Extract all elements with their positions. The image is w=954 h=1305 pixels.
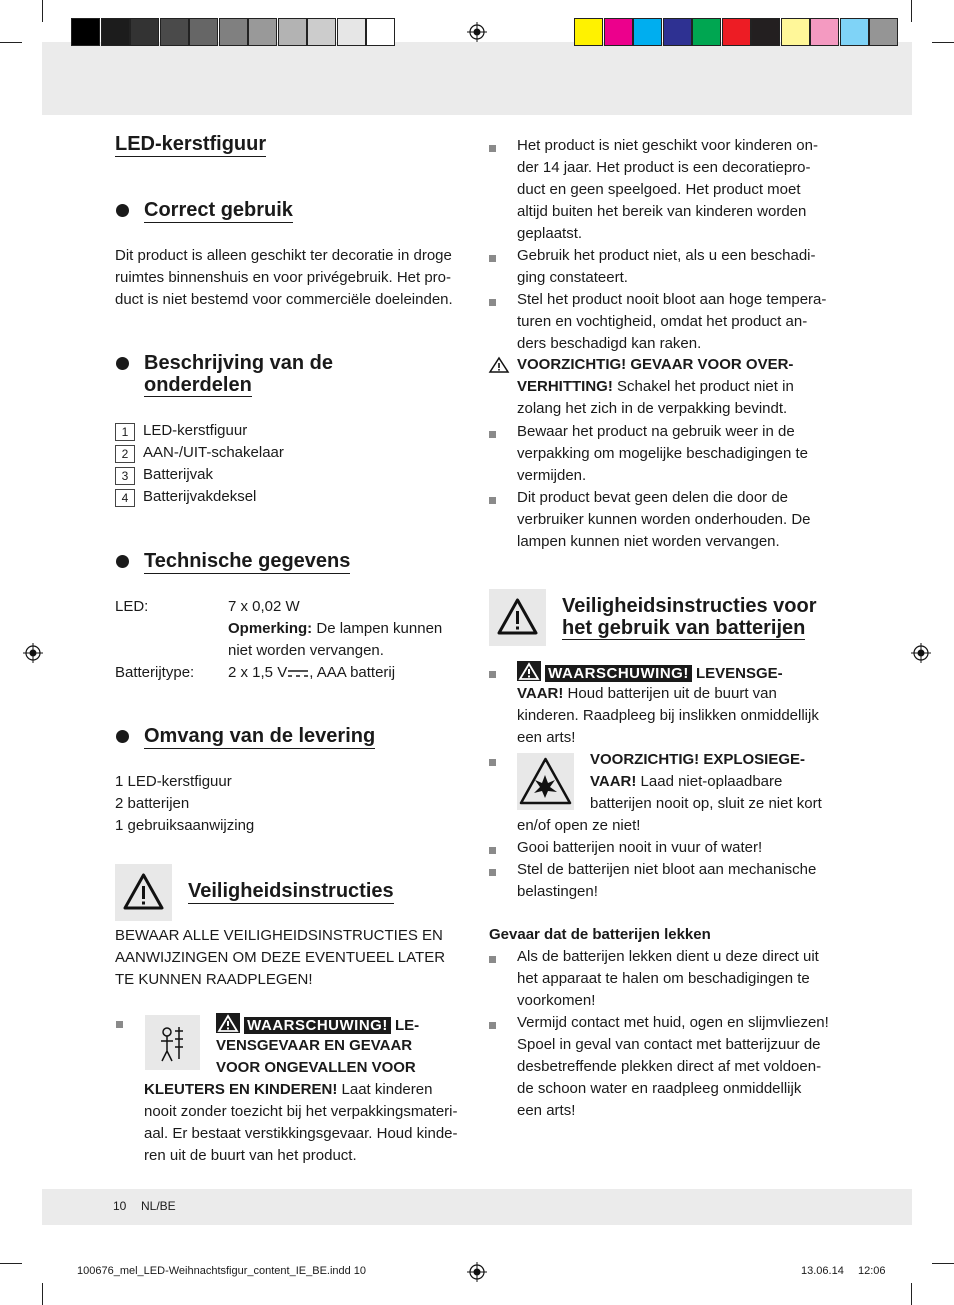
crop-mark (0, 42, 22, 43)
crop-mark (42, 1283, 43, 1305)
crop-mark (911, 1283, 912, 1305)
bullet-contact: Vermijd contact met huid, ogen en slijmvliezen! Spoel in geval van contact met batterijzuur de desbetreffende plekken direct af met voldoen- de schoon water en raadpleeg onmiddellijk een arts! (517, 1014, 829, 1119)
explosion-warning-box (517, 753, 574, 810)
battery-warning-line3: kinderen. Raadpleeg bij inslikken onmiddellijk (517, 707, 819, 724)
list-bullet (116, 1021, 123, 1028)
color-swatch (307, 18, 336, 46)
bullet-age: Het product is niet geschikt voor kinderen on- der 14 jaar. Het product is een decoratiepro- duct en geen speelgoed. Het product moet altijd buiten het bereik van kinderen worden geplaatst. (517, 137, 818, 242)
overheat-caution-line2: VERHITTING! Schakel het product niet in (517, 378, 794, 395)
color-swatch (248, 18, 277, 46)
list-bullet (489, 847, 496, 854)
bullet-temperature: Stel het product nooit bloot aan hoge tempera- turen en vochtigheid, omdat het product an- ders beschadigd kan raken. (517, 291, 827, 352)
battery-warning-line4: een arts! (517, 729, 576, 746)
language-code: NL/BE (141, 1199, 176, 1213)
parts-title: Beschrijving van de onderdelen (144, 352, 333, 396)
list-bullet (489, 431, 496, 438)
bullet-maintenance: Dit product bevat geen delen die door de verbruiker kunnen worden onderhouden. De lampen kunnen niet worden vervangen. (517, 489, 811, 550)
part-number: 2 (115, 445, 135, 463)
safety-title: Veiligheidsinstructies (188, 880, 394, 902)
child-warning-line5: nooit zonder toezicht bij het verpakkingsmateri- (144, 1103, 458, 1120)
child-warning-line6: aal. Er bestaat verstikkingsgevaar. Houd kinde- (144, 1125, 458, 1142)
list-bullet (489, 956, 496, 963)
list-bullet (489, 759, 496, 766)
list-bullet (489, 1022, 496, 1029)
explosion-caution-line2: VAAR! Laad niet-oplaadbare (590, 773, 783, 790)
battery-warning-line1: WAARSCHUWING! LEVENSGE- (517, 661, 783, 685)
bullet-leak: Als de batterijen lekken dient u deze direct uit het apparaat te halen om beschadigingen te voorkomen! (517, 948, 819, 1009)
bullet-fire: Gooi batterijen nooit in vuur of water! (517, 839, 763, 856)
led-note: Opmerking: De lampen kunnen (228, 620, 443, 637)
explosion-hazard-icon (517, 753, 574, 810)
color-swatch (751, 18, 780, 46)
list-bullet (489, 497, 496, 504)
warning-triangle-icon (115, 864, 172, 921)
explosion-caution-line1: VOORZICHTIG! EXPLOSIEGE- (590, 751, 806, 768)
crop-mark (932, 42, 954, 43)
color-swatch (337, 18, 366, 46)
battery-safety-title: Veiligheidsinstructies voor het gebruik van batterijen (562, 595, 817, 639)
color-swatch (189, 18, 218, 46)
section-bullet (116, 204, 129, 217)
part-label: LED-kerstfiguur (143, 422, 248, 439)
child-warning-line2: VENSGEVAAR EN GEVAAR (216, 1037, 413, 1054)
warning-triangle-icon (489, 589, 546, 646)
color-swatch (160, 18, 189, 46)
part-label: Batterijvak (143, 466, 214, 483)
file-name: 100676_mel_LED-Weihnachtsfigur_content_IE_BE.indd 10 (77, 1265, 367, 1277)
battery-warning-line2: VAAR! Houd batterijen uit de buurt van (517, 685, 777, 702)
color-swatch (574, 18, 603, 46)
registration-mark-icon (911, 643, 931, 663)
color-swatch (810, 18, 839, 46)
list-bullet (489, 145, 496, 152)
color-swatch (219, 18, 248, 46)
bullet-storage: Bewaar het product na gebruik weer in de verpakking om mogelijke beschadigingen te vermijden. (517, 423, 809, 484)
color-swatch (722, 18, 751, 46)
part-number: 3 (115, 467, 135, 485)
color-swatch (869, 18, 898, 46)
main-title: LED-kerstfiguur (115, 133, 267, 155)
list-bullet (489, 869, 496, 876)
delivery-list: 1 LED-kerstfiguur 2 batterijen 1 gebruiksaanwijzing (115, 773, 255, 834)
print-date: 13.06.14 (801, 1265, 844, 1277)
correct-use-text: Dit product is alleen geschikt ter decoratie in droge ruimtes binnenshuis en voor privégebruik. Het pro- duct is niet bestemd voor commerciële doeleinden. (115, 247, 453, 308)
color-swatch (366, 18, 395, 46)
color-swatch (692, 18, 721, 46)
color-swatch (663, 18, 692, 46)
list-bullet (489, 671, 496, 678)
print-time: 12:06 (858, 1265, 886, 1277)
overheat-caution-line3: zolang het zich in de verpakking bevindt. (517, 400, 788, 417)
color-swatch (840, 18, 869, 46)
registration-mark-icon (467, 1262, 487, 1282)
registration-mark-icon (467, 22, 487, 42)
part-label: Batterijvakdeksel (143, 488, 257, 505)
part-label: AAN-/UIT-schakelaar (143, 444, 284, 461)
dc-symbol-icon (287, 668, 309, 678)
battery-value: 2 x 1,5 V , AAA batterij (228, 664, 396, 681)
caution-triangle-icon (488, 356, 510, 374)
crop-mark (0, 1263, 22, 1264)
crop-mark (42, 0, 43, 22)
bullet-damage: Gebruik het product niet, als u een beschadi- ging constateert. (517, 247, 816, 286)
page-number: 10 (113, 1199, 127, 1213)
header-band (42, 42, 912, 115)
part-number: 1 (115, 423, 135, 441)
color-swatch (604, 18, 633, 46)
color-swatch (633, 18, 662, 46)
leak-subtitle: Gevaar dat de batterijen lekken (489, 926, 711, 943)
list-bullet (489, 299, 496, 306)
delivery-title: Omvang van de levering (144, 725, 376, 747)
safety-caps: BEWAAR ALLE VEILIGHEIDSINSTRUCTIES EN AANWIJZINGEN OM DEZE EVENTUEEL LATER TE KUNNEN RAADPLEGEN! (115, 927, 446, 988)
warning-triangle-icon (216, 1013, 240, 1033)
section-bullet (116, 730, 129, 743)
color-swatch (278, 18, 307, 46)
led-note-line2: niet worden vervangen. (228, 642, 384, 659)
part-number: 4 (115, 489, 135, 507)
explosion-caution-line3: batterijen nooit op, sluit ze niet kort (590, 795, 822, 812)
tech-title: Technische gegevens (144, 550, 351, 572)
color-swatch (71, 18, 100, 46)
section-bullet (116, 555, 129, 568)
warning-box (115, 864, 172, 921)
child-hazard-icon (145, 1015, 200, 1070)
led-value: 7 x 0,02 W (228, 598, 300, 615)
registration-mark-icon (23, 643, 43, 663)
battery-label: Batterijtype: (115, 664, 195, 681)
overheat-caution-line1: VOORZICHTIG! GEVAAR VOOR OVER- (517, 356, 794, 373)
child-warning-box (145, 1015, 200, 1070)
correct-use-title: Correct gebruik (144, 199, 293, 221)
section-bullet (116, 357, 129, 370)
crop-mark (932, 1263, 954, 1264)
child-warning-line1: WAARSCHUWING! LE- (216, 1013, 419, 1037)
list-bullet (489, 255, 496, 262)
color-swatch (101, 18, 130, 46)
child-warning-line4: KLEUTERS EN KINDEREN! Laat kinderen (144, 1081, 433, 1098)
warning-triangle-icon (517, 661, 541, 681)
led-label: LED: (115, 598, 149, 615)
child-warning-line7: ren uit de buurt van het product. (144, 1147, 357, 1164)
crop-mark (911, 0, 912, 22)
color-swatch (130, 18, 159, 46)
battery-warning-box (489, 589, 546, 646)
child-warning-line3: VOOR ONGEVALLEN VOOR (216, 1059, 416, 1076)
color-swatch (781, 18, 810, 46)
bullet-mechanical: Stel de batterijen niet bloot aan mechanische belastingen! (517, 861, 817, 900)
explosion-caution-line4: en/of open ze niet! (517, 817, 641, 834)
